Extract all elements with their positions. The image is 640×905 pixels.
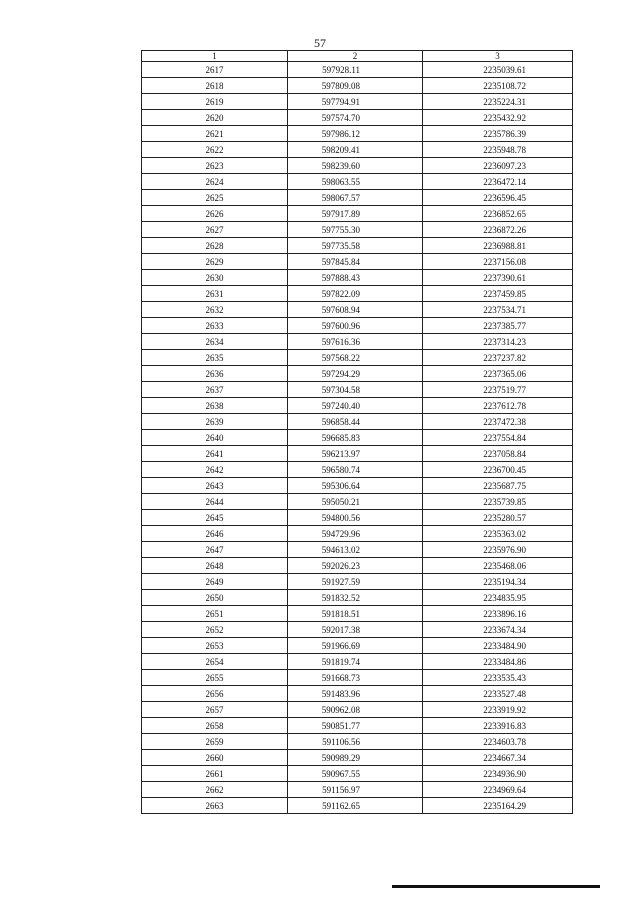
y-coordinate-cell: 2235739.85 — [423, 494, 573, 510]
x-coordinate-cell: 590967.55 — [288, 766, 423, 782]
x-coordinate-cell: 590851.77 — [288, 718, 423, 734]
table-row — [142, 702, 573, 718]
y-coordinate-cell: 2236596.45 — [423, 190, 573, 206]
y-coordinate-cell: 2236700.45 — [423, 462, 573, 478]
y-coordinate-cell: 2236472.14 — [423, 174, 573, 190]
point-number-cell: 2659 — [142, 734, 288, 750]
point-number-cell: 2626 — [142, 206, 288, 222]
table-row — [142, 174, 573, 190]
table-row — [142, 350, 573, 366]
table-row — [142, 622, 573, 638]
table-row — [142, 302, 573, 318]
y-coordinate-cell: 2235224.31 — [423, 94, 573, 110]
point-number-cell: 2633 — [142, 318, 288, 334]
y-coordinate-cell: 2235164.29 — [423, 798, 573, 814]
y-coordinate-cell: 2233919.92 — [423, 702, 573, 718]
point-number-cell: 2628 — [142, 238, 288, 254]
point-number-cell: 2636 — [142, 366, 288, 382]
table-row — [142, 494, 573, 510]
y-coordinate-cell: 2235786.39 — [423, 126, 573, 142]
y-coordinate-cell: 2237554.84 — [423, 430, 573, 446]
point-number-cell: 2651 — [142, 606, 288, 622]
y-coordinate-cell: 2236872.26 — [423, 222, 573, 238]
x-coordinate-cell: 597294.29 — [288, 366, 423, 382]
table-row — [142, 462, 573, 478]
y-coordinate-cell: 2235194.34 — [423, 574, 573, 590]
x-coordinate-cell: 591106.56 — [288, 734, 423, 750]
point-number-cell: 2657 — [142, 702, 288, 718]
point-number-cell: 2641 — [142, 446, 288, 462]
point-number-cell: 2645 — [142, 510, 288, 526]
table-row — [142, 510, 573, 526]
point-number-cell: 2625 — [142, 190, 288, 206]
table-row — [142, 590, 573, 606]
y-coordinate-cell: 2234835.95 — [423, 590, 573, 606]
point-number-cell: 2624 — [142, 174, 288, 190]
y-coordinate-cell: 2235280.57 — [423, 510, 573, 526]
y-coordinate-cell: 2235039.61 — [423, 62, 573, 78]
table-row — [142, 734, 573, 750]
y-coordinate-cell: 2235432.92 — [423, 110, 573, 126]
x-coordinate-cell: 597928.11 — [288, 62, 423, 78]
point-number-cell: 2652 — [142, 622, 288, 638]
table-row — [142, 798, 573, 814]
point-number-cell: 2653 — [142, 638, 288, 654]
x-coordinate-cell: 597755.30 — [288, 222, 423, 238]
table-row — [142, 78, 573, 94]
x-coordinate-cell: 591966.69 — [288, 638, 423, 654]
y-coordinate-cell: 2237365.06 — [423, 366, 573, 382]
point-number-cell: 2618 — [142, 78, 288, 94]
point-number-cell: 2634 — [142, 334, 288, 350]
table-row — [142, 94, 573, 110]
column-header-3: 3 — [423, 51, 573, 62]
header-row — [142, 51, 573, 62]
x-coordinate-cell: 597616.36 — [288, 334, 423, 350]
y-coordinate-cell: 2235108.72 — [423, 78, 573, 94]
x-coordinate-cell: 596580.74 — [288, 462, 423, 478]
table-row — [142, 398, 573, 414]
x-coordinate-cell: 595050.21 — [288, 494, 423, 510]
y-coordinate-cell: 2237156.08 — [423, 254, 573, 270]
y-coordinate-cell: 2235687.75 — [423, 478, 573, 494]
y-coordinate-cell: 2233535.43 — [423, 670, 573, 686]
table-row — [142, 638, 573, 654]
point-number-cell: 2637 — [142, 382, 288, 398]
x-coordinate-cell: 597888.43 — [288, 270, 423, 286]
x-coordinate-cell: 592026.23 — [288, 558, 423, 574]
y-coordinate-cell: 2237612.78 — [423, 398, 573, 414]
x-coordinate-cell: 597845.84 — [288, 254, 423, 270]
table-row — [142, 686, 573, 702]
point-number-cell: 2658 — [142, 718, 288, 734]
table-row — [142, 654, 573, 670]
x-coordinate-cell: 594613.02 — [288, 542, 423, 558]
table-row — [142, 670, 573, 686]
y-coordinate-cell: 2237385.77 — [423, 318, 573, 334]
x-coordinate-cell: 597240.40 — [288, 398, 423, 414]
table-row — [142, 286, 573, 302]
table-row — [142, 574, 573, 590]
point-number-cell: 2655 — [142, 670, 288, 686]
point-number-cell: 2642 — [142, 462, 288, 478]
table-row — [142, 782, 573, 798]
y-coordinate-cell: 2233484.86 — [423, 654, 573, 670]
y-coordinate-cell: 2234603.78 — [423, 734, 573, 750]
x-coordinate-cell: 598067.57 — [288, 190, 423, 206]
point-number-cell: 2660 — [142, 750, 288, 766]
x-coordinate-cell: 597917.89 — [288, 206, 423, 222]
table-row — [142, 430, 573, 446]
x-coordinate-cell: 598209.41 — [288, 142, 423, 158]
point-number-cell: 2648 — [142, 558, 288, 574]
table-row — [142, 126, 573, 142]
table-row — [142, 62, 573, 78]
table-row — [142, 366, 573, 382]
table-row — [142, 334, 573, 350]
point-number-cell: 2663 — [142, 798, 288, 814]
x-coordinate-cell: 597809.08 — [288, 78, 423, 94]
x-coordinate-cell: 597794.91 — [288, 94, 423, 110]
y-coordinate-cell: 2235948.78 — [423, 142, 573, 158]
table-row — [142, 414, 573, 430]
table-body — [142, 62, 573, 814]
x-coordinate-cell: 597304.58 — [288, 382, 423, 398]
table-row — [142, 382, 573, 398]
x-coordinate-cell: 598239.60 — [288, 158, 423, 174]
table-row — [142, 718, 573, 734]
table-row — [142, 542, 573, 558]
y-coordinate-cell: 2233916.83 — [423, 718, 573, 734]
point-number-cell: 2623 — [142, 158, 288, 174]
x-coordinate-cell: 591156.97 — [288, 782, 423, 798]
x-coordinate-cell: 591832.52 — [288, 590, 423, 606]
table-row — [142, 222, 573, 238]
point-number-cell: 2635 — [142, 350, 288, 366]
point-number-cell: 2640 — [142, 430, 288, 446]
x-coordinate-cell: 591483.96 — [288, 686, 423, 702]
y-coordinate-cell: 2235468.06 — [423, 558, 573, 574]
x-coordinate-cell: 597568.22 — [288, 350, 423, 366]
point-number-cell: 2656 — [142, 686, 288, 702]
x-coordinate-cell: 596685.83 — [288, 430, 423, 446]
point-number-cell: 2632 — [142, 302, 288, 318]
x-coordinate-cell: 597600.96 — [288, 318, 423, 334]
x-coordinate-cell: 597608.94 — [288, 302, 423, 318]
table-row — [142, 142, 573, 158]
x-coordinate-cell: 591668.73 — [288, 670, 423, 686]
table-row — [142, 238, 573, 254]
y-coordinate-cell: 2237314.23 — [423, 334, 573, 350]
footer-rule — [392, 885, 600, 888]
table-row — [142, 190, 573, 206]
point-number-cell: 2654 — [142, 654, 288, 670]
table-row — [142, 526, 573, 542]
y-coordinate-cell: 2237534.71 — [423, 302, 573, 318]
x-coordinate-cell: 596213.97 — [288, 446, 423, 462]
y-coordinate-cell: 2234667.34 — [423, 750, 573, 766]
point-number-cell: 2617 — [142, 62, 288, 78]
y-coordinate-cell: 2237459.85 — [423, 286, 573, 302]
y-coordinate-cell: 2237472.38 — [423, 414, 573, 430]
point-number-cell: 2629 — [142, 254, 288, 270]
table-row — [142, 606, 573, 622]
point-number-cell: 2639 — [142, 414, 288, 430]
x-coordinate-cell: 594800.56 — [288, 510, 423, 526]
column-header-2: 2 — [288, 51, 423, 62]
point-number-cell: 2643 — [142, 478, 288, 494]
x-coordinate-cell: 590989.29 — [288, 750, 423, 766]
table-row — [142, 206, 573, 222]
table-header — [142, 51, 573, 62]
x-coordinate-cell: 591927.59 — [288, 574, 423, 590]
table-row — [142, 158, 573, 174]
coordinates-table — [141, 50, 573, 814]
x-coordinate-cell: 591818.51 — [288, 606, 423, 622]
x-coordinate-cell: 591162.65 — [288, 798, 423, 814]
y-coordinate-cell: 2237237.82 — [423, 350, 573, 366]
table-row — [142, 110, 573, 126]
x-coordinate-cell: 594729.96 — [288, 526, 423, 542]
x-coordinate-cell: 595306.64 — [288, 478, 423, 494]
point-number-cell: 2638 — [142, 398, 288, 414]
point-number-cell: 2661 — [142, 766, 288, 782]
y-coordinate-cell: 2233674.34 — [423, 622, 573, 638]
point-number-cell: 2649 — [142, 574, 288, 590]
point-number-cell: 2644 — [142, 494, 288, 510]
point-number-cell: 2631 — [142, 286, 288, 302]
point-number-cell: 2630 — [142, 270, 288, 286]
table-row — [142, 750, 573, 766]
x-coordinate-cell: 597735.58 — [288, 238, 423, 254]
x-coordinate-cell: 592017.38 — [288, 622, 423, 638]
point-number-cell: 2621 — [142, 126, 288, 142]
x-coordinate-cell: 596858.44 — [288, 414, 423, 430]
y-coordinate-cell: 2233896.16 — [423, 606, 573, 622]
y-coordinate-cell: 2234969.64 — [423, 782, 573, 798]
y-coordinate-cell: 2233484.90 — [423, 638, 573, 654]
x-coordinate-cell: 597822.09 — [288, 286, 423, 302]
y-coordinate-cell: 2237058.84 — [423, 446, 573, 462]
table-row — [142, 766, 573, 782]
point-number-cell: 2622 — [142, 142, 288, 158]
x-coordinate-cell: 591819.74 — [288, 654, 423, 670]
y-coordinate-cell: 2236852.65 — [423, 206, 573, 222]
point-number-cell: 2647 — [142, 542, 288, 558]
point-number-cell: 2662 — [142, 782, 288, 798]
y-coordinate-cell: 2236097.23 — [423, 158, 573, 174]
table-row — [142, 558, 573, 574]
x-coordinate-cell: 598063.55 — [288, 174, 423, 190]
y-coordinate-cell: 2235363.02 — [423, 526, 573, 542]
table-row — [142, 270, 573, 286]
y-coordinate-cell: 2235976.90 — [423, 542, 573, 558]
y-coordinate-cell: 2237390.61 — [423, 270, 573, 286]
point-number-cell: 2650 — [142, 590, 288, 606]
page-number: 57 — [314, 36, 326, 50]
y-coordinate-cell: 2233527.48 — [423, 686, 573, 702]
x-coordinate-cell: 597574.70 — [288, 110, 423, 126]
y-coordinate-cell: 2237519.77 — [423, 382, 573, 398]
x-coordinate-cell: 590962.08 — [288, 702, 423, 718]
table-row — [142, 254, 573, 270]
point-number-cell: 2627 — [142, 222, 288, 238]
x-coordinate-cell: 597986.12 — [288, 126, 423, 142]
y-coordinate-cell: 2234936.90 — [423, 766, 573, 782]
point-number-cell: 2646 — [142, 526, 288, 542]
table-row — [142, 318, 573, 334]
column-header-1: 1 — [142, 51, 288, 62]
table-row — [142, 446, 573, 462]
table-row — [142, 478, 573, 494]
point-number-cell: 2619 — [142, 94, 288, 110]
y-coordinate-cell: 2236988.81 — [423, 238, 573, 254]
point-number-cell: 2620 — [142, 110, 288, 126]
